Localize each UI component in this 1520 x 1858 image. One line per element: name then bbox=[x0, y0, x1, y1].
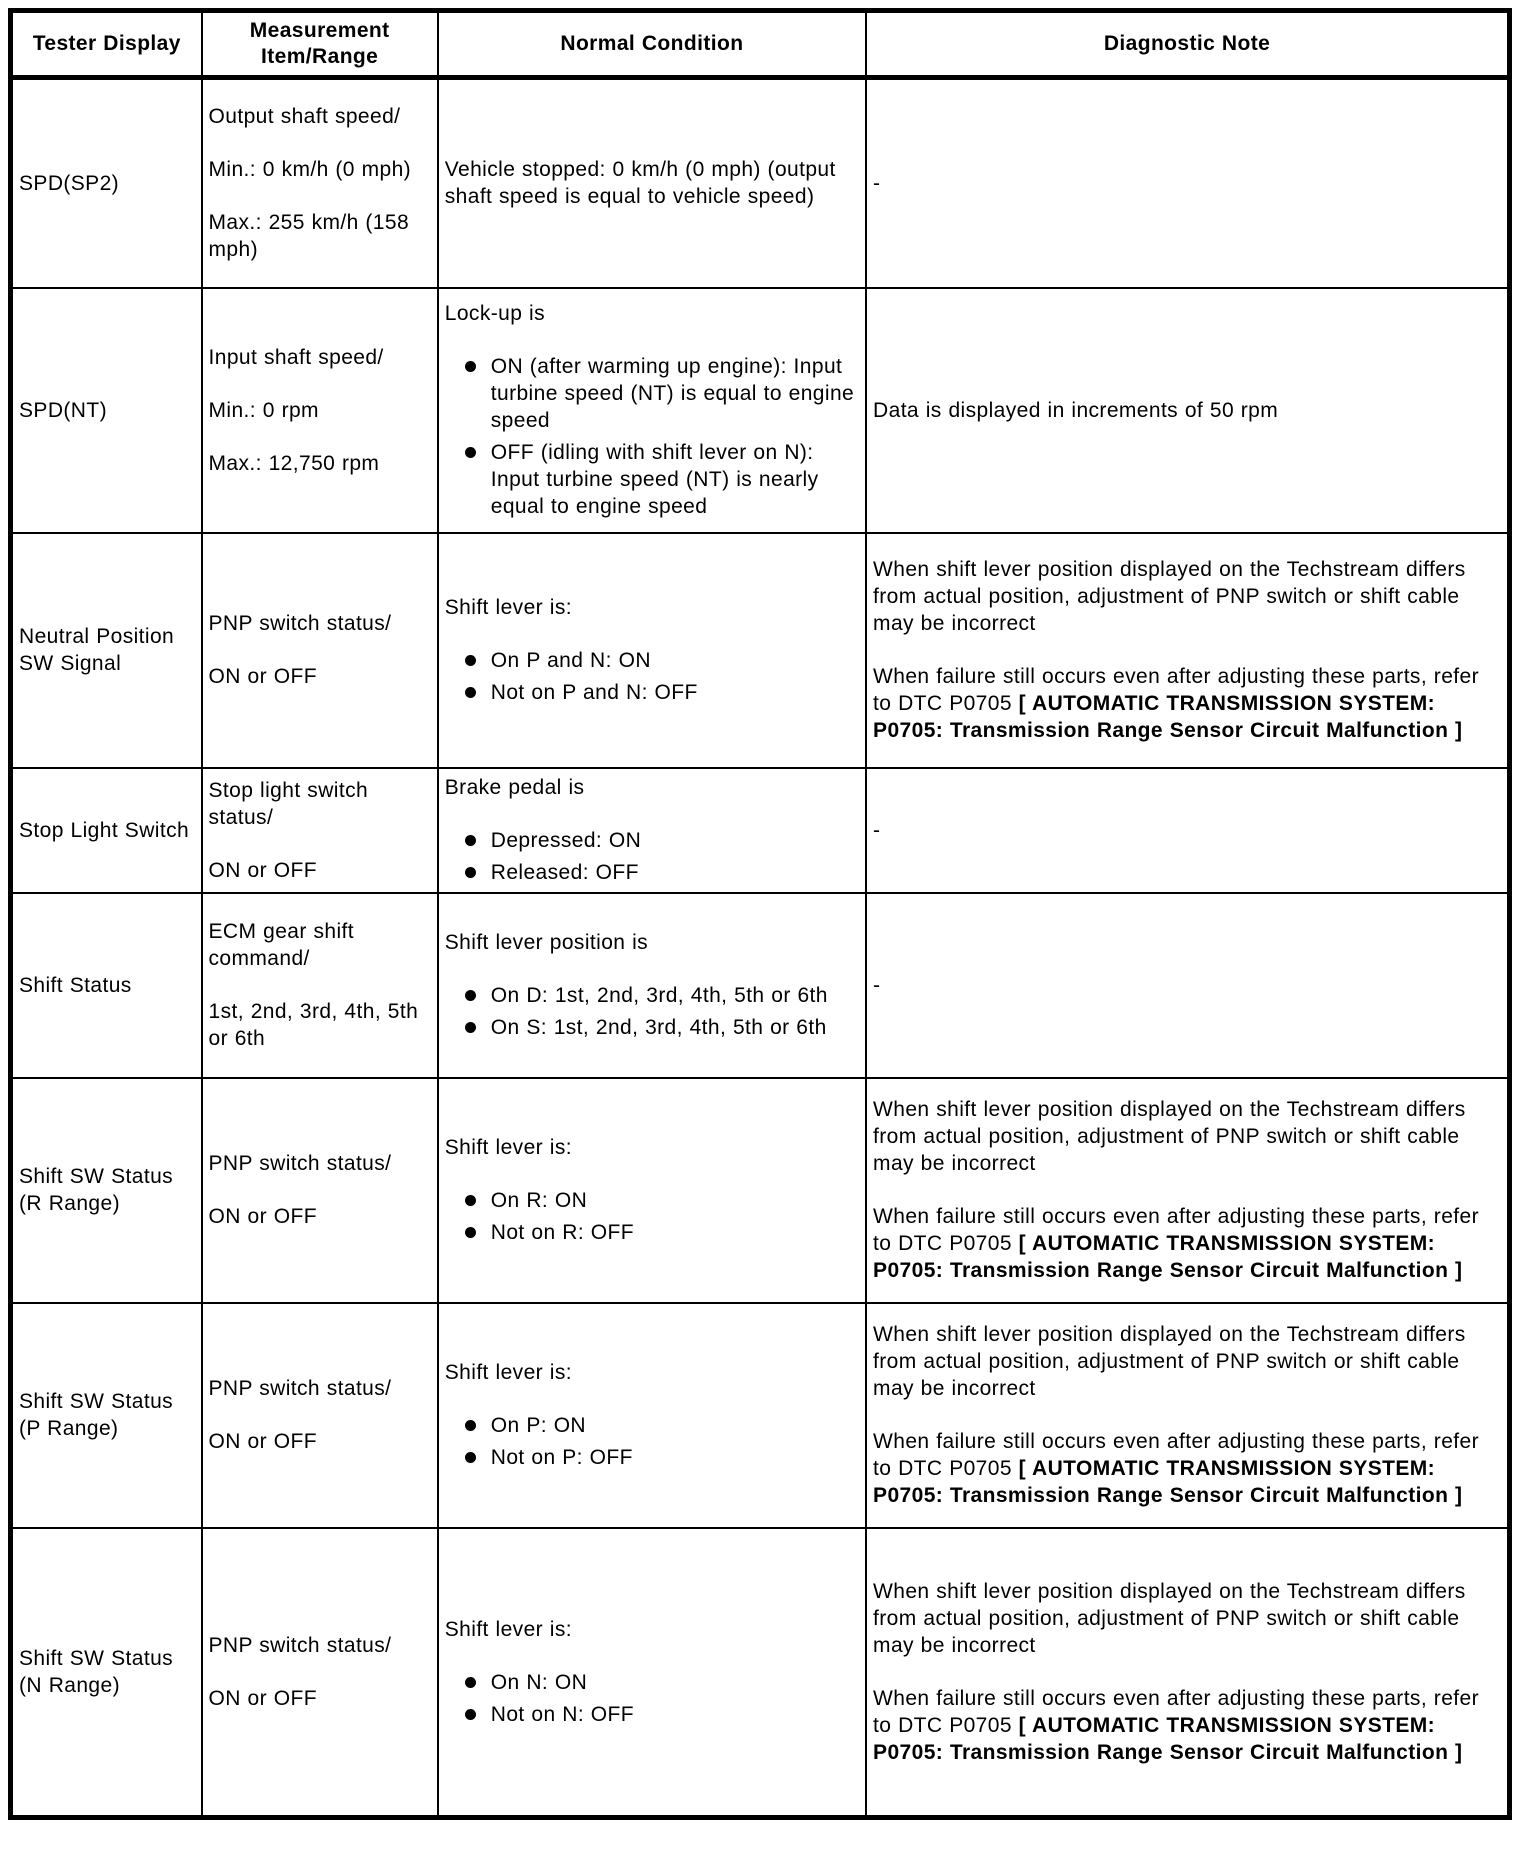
normal-condition-cell bbox=[438, 768, 866, 893]
header-row bbox=[11, 11, 1510, 78]
diagnostic-note-cell bbox=[866, 1303, 1509, 1528]
bullet-icon bbox=[465, 835, 476, 846]
measurement-cell bbox=[202, 1528, 438, 1818]
bullet-text: On S: 1st, 2nd, 3rd, 4th, 5th or 6th bbox=[490, 1016, 827, 1039]
table-body bbox=[11, 78, 1510, 1818]
diagnostic-paragraph bbox=[873, 972, 1501, 999]
normal-condition-cell bbox=[438, 1078, 866, 1303]
measurement-cell bbox=[202, 288, 438, 533]
bullet-item bbox=[465, 1669, 859, 1696]
measurement-paragraph: PNP switch status/ bbox=[208, 1633, 392, 1657]
bullet-item bbox=[465, 1701, 859, 1728]
table-row bbox=[11, 1078, 1510, 1303]
bullet-item bbox=[465, 353, 859, 434]
tester-display-cell: Shift SW Status (P Range) bbox=[11, 1303, 202, 1528]
measurement-cell bbox=[202, 1078, 438, 1303]
bullet-item bbox=[465, 1219, 859, 1246]
tester-display-cell: Stop Light Switch bbox=[11, 768, 202, 893]
bullet-list bbox=[445, 647, 859, 706]
bullet-icon bbox=[465, 1195, 476, 1206]
table-row bbox=[11, 288, 1510, 533]
bullet-text: Released: OFF bbox=[490, 861, 639, 884]
bullet-list bbox=[445, 353, 859, 520]
diagnostic-paragraph bbox=[873, 1203, 1501, 1284]
table-row bbox=[11, 893, 1510, 1078]
normal-condition-cell bbox=[438, 1528, 866, 1818]
bullet-item bbox=[465, 859, 859, 886]
bullet-icon bbox=[465, 1677, 476, 1688]
normal-condition-cell bbox=[438, 893, 866, 1078]
diagnostic-text: Data is displayed in increments of 50 rpm bbox=[873, 398, 1279, 422]
table-row bbox=[11, 1528, 1510, 1818]
diagnostic-paragraph bbox=[873, 1096, 1501, 1177]
normal-condition-cell bbox=[438, 78, 866, 288]
diagnostic-bold-text: [ AUTOMATIC TRANSMISSION SYSTEM: P0705: Transmission Range Sensor Circuit Malfunction ] bbox=[873, 1457, 1463, 1507]
column-header-normal-condition: Normal Condition bbox=[438, 11, 866, 78]
measurement-paragraph: PNP switch status/ bbox=[208, 612, 392, 635]
diagnostic-note-cell bbox=[866, 893, 1509, 1078]
tester-display-cell: SPD(NT) bbox=[11, 288, 202, 533]
diagnostic-note-cell bbox=[866, 1078, 1509, 1303]
measurement-paragraph: ON or OFF bbox=[208, 1686, 317, 1710]
measurement-paragraph: Max.: 12,750 rpm bbox=[208, 451, 380, 475]
diagnostic-note-cell bbox=[866, 533, 1509, 768]
bullet-item bbox=[465, 439, 859, 520]
bullet-text: Not on P and N: OFF bbox=[490, 681, 698, 704]
diagnostic-text: When failure still occurs even after adjusting these parts, refer to DTC P0705 bbox=[873, 1686, 1479, 1737]
bullet-list bbox=[445, 1187, 859, 1246]
table-row bbox=[11, 533, 1510, 768]
measurement-cell bbox=[202, 893, 438, 1078]
bullet-item bbox=[465, 679, 859, 706]
bullet-item bbox=[465, 647, 859, 674]
measurement-paragraph: Stop light switch status/ bbox=[208, 778, 369, 829]
measurement-paragraph: ON or OFF bbox=[208, 665, 317, 688]
diagnostic-text: When shift lever position displayed on the Techstream differs from actual position, adjustment of PNP switch or shift cable may be incorrect bbox=[873, 558, 1466, 635]
measurement-paragraph: ON or OFF bbox=[208, 858, 317, 882]
bullet-icon bbox=[465, 1452, 476, 1463]
bullet-icon bbox=[465, 867, 476, 878]
measurement-paragraph: PNP switch status/ bbox=[208, 1152, 392, 1175]
bullet-text: On P: ON bbox=[490, 1414, 586, 1437]
measurement-paragraph: ECM gear shift command/ bbox=[208, 920, 354, 970]
bullet-list bbox=[445, 982, 859, 1041]
bullet-item bbox=[465, 827, 859, 854]
bullet-item bbox=[465, 1412, 859, 1439]
bullet-text: Depressed: ON bbox=[490, 829, 642, 852]
bullet-text: OFF (idling with shift lever on N): Input turbine speed (NT) is nearly equal to engine speed bbox=[490, 441, 819, 518]
bullet-icon bbox=[465, 1709, 476, 1720]
measurement-paragraph: ON or OFF bbox=[208, 1430, 317, 1453]
normal-condition-intro: Shift lever is: bbox=[444, 1617, 572, 1641]
diagnostic-paragraph bbox=[873, 1578, 1501, 1659]
bullet-icon bbox=[465, 687, 476, 698]
measurement-paragraph: PNP switch status/ bbox=[208, 1377, 392, 1400]
bullet-item bbox=[465, 1187, 859, 1214]
diagnostic-text: When shift lever position displayed on the Techstream differs from actual position, adjustment of PNP switch or shift cable may be incorrect bbox=[873, 1323, 1466, 1400]
diagnostic-text: - bbox=[873, 818, 881, 842]
measurement-paragraph: ON or OFF bbox=[208, 1205, 317, 1228]
measurement-cell bbox=[202, 1303, 438, 1528]
diagnostic-text: - bbox=[873, 171, 881, 195]
diagnostic-paragraph bbox=[873, 1321, 1501, 1402]
measurement-paragraph: Max.: 255 km/h (158 mph) bbox=[208, 211, 410, 262]
normal-condition-intro: Shift lever is: bbox=[444, 596, 572, 619]
bullet-text: On N: ON bbox=[490, 1670, 588, 1694]
measurement-paragraph: Output shaft speed/ bbox=[208, 105, 401, 129]
diagnostic-paragraph bbox=[873, 663, 1501, 744]
bullet-text: On R: ON bbox=[490, 1189, 588, 1212]
bullet-icon bbox=[465, 1022, 476, 1033]
diagnostic-text: When failure still occurs even after adjusting these parts, refer to DTC P0705 bbox=[873, 665, 1479, 715]
measurement-cell bbox=[202, 533, 438, 768]
bullet-item bbox=[465, 982, 859, 1009]
bullet-icon bbox=[465, 447, 476, 458]
normal-condition-intro: Shift lever is: bbox=[444, 1136, 572, 1159]
bullet-icon bbox=[465, 1420, 476, 1431]
tester-display-cell: Shift SW Status (N Range) bbox=[11, 1528, 202, 1818]
diagnostic-data-table bbox=[8, 8, 1512, 1820]
table-row bbox=[11, 1303, 1510, 1528]
diagnostic-text: When failure still occurs even after adjusting these parts, refer to DTC P0705 bbox=[873, 1430, 1479, 1480]
diagnostic-note-cell bbox=[866, 1528, 1509, 1818]
tester-display-cell: Shift SW Status (R Range) bbox=[11, 1078, 202, 1303]
diagnostic-text: When shift lever position displayed on the Techstream differs from actual position, adjustment of PNP switch or shift cable may be incorrect bbox=[873, 1579, 1466, 1657]
measurement-cell bbox=[202, 78, 438, 288]
normal-condition-intro: Shift lever is: bbox=[444, 1361, 572, 1384]
normal-condition-intro: Vehicle stopped: 0 km/h (0 mph) (output shaft speed is equal to vehicle speed) bbox=[444, 158, 836, 209]
diagnostic-note-cell bbox=[866, 288, 1509, 533]
bullet-text: Not on R: OFF bbox=[490, 1221, 634, 1244]
bullet-text: On P and N: ON bbox=[490, 649, 651, 672]
measurement-paragraph: 1st, 2nd, 3rd, 4th, 5th or 6th bbox=[208, 1000, 419, 1050]
diagnostic-paragraph bbox=[873, 1428, 1501, 1509]
diagnostic-paragraph bbox=[873, 1685, 1501, 1766]
normal-condition-intro: Brake pedal is bbox=[444, 776, 585, 799]
measurement-paragraph: Input shaft speed/ bbox=[208, 345, 384, 369]
measurement-cell bbox=[202, 768, 438, 893]
measurement-paragraph: Min.: 0 rpm bbox=[208, 398, 319, 422]
bullet-item bbox=[465, 1014, 859, 1041]
bullet-list bbox=[445, 1412, 859, 1471]
normal-condition-cell bbox=[438, 1303, 866, 1528]
bullet-icon bbox=[465, 655, 476, 666]
bullet-item bbox=[465, 1444, 859, 1471]
diagnostic-paragraph bbox=[873, 556, 1501, 637]
diagnostic-paragraph bbox=[873, 170, 1501, 197]
measurement-paragraph: Min.: 0 km/h (0 mph) bbox=[208, 158, 412, 182]
bullet-text: Not on N: OFF bbox=[490, 1702, 634, 1726]
bullet-text: Not on P: OFF bbox=[490, 1446, 633, 1469]
tester-display-cell: Neutral Position SW Signal bbox=[11, 533, 202, 768]
table-row bbox=[11, 768, 1510, 893]
normal-condition-cell bbox=[438, 533, 866, 768]
diagnostic-paragraph bbox=[873, 817, 1501, 844]
diagnostic-bold-text: [ AUTOMATIC TRANSMISSION SYSTEM: P0705: Transmission Range Sensor Circuit Malfunction ] bbox=[873, 1713, 1463, 1764]
column-header-tester-display: Tester Display bbox=[11, 11, 202, 78]
normal-condition-intro: Shift lever position is bbox=[444, 931, 649, 954]
normal-condition-cell bbox=[438, 288, 866, 533]
normal-condition-intro: Lock-up is bbox=[444, 302, 545, 325]
column-header-measurement-item-range: Measurement Item/Range bbox=[202, 11, 438, 78]
bullet-icon bbox=[465, 990, 476, 1001]
diagnostic-note-cell bbox=[866, 768, 1509, 893]
diagnostic-paragraph bbox=[873, 397, 1501, 424]
tester-display-cell: Shift Status bbox=[11, 893, 202, 1078]
bullet-text: On D: 1st, 2nd, 3rd, 4th, 5th or 6th bbox=[490, 984, 828, 1007]
tester-display-cell: SPD(SP2) bbox=[11, 78, 202, 288]
column-header-diagnostic-note: Diagnostic Note bbox=[866, 11, 1509, 78]
diagnostic-bold-text: [ AUTOMATIC TRANSMISSION SYSTEM: P0705: Transmission Range Sensor Circuit Malfunction ] bbox=[873, 692, 1463, 742]
bullet-list bbox=[445, 1669, 859, 1728]
table-row bbox=[11, 78, 1510, 288]
diagnostic-note-cell bbox=[866, 78, 1509, 288]
bullet-text: ON (after warming up engine): Input turbine speed (NT) is equal to engine speed bbox=[490, 355, 855, 432]
diagnostic-text: When failure still occurs even after adjusting these parts, refer to DTC P0705 bbox=[873, 1205, 1479, 1255]
bullet-icon bbox=[465, 1227, 476, 1238]
diagnostic-bold-text: [ AUTOMATIC TRANSMISSION SYSTEM: P0705: Transmission Range Sensor Circuit Malfunction ] bbox=[873, 1232, 1463, 1282]
bullet-icon bbox=[465, 361, 476, 372]
diagnostic-text: When shift lever position displayed on the Techstream differs from actual position, adjustment of PNP switch or shift cable may be incorrect bbox=[873, 1098, 1466, 1175]
diagnostic-text: - bbox=[873, 973, 881, 997]
bullet-list bbox=[445, 827, 859, 886]
